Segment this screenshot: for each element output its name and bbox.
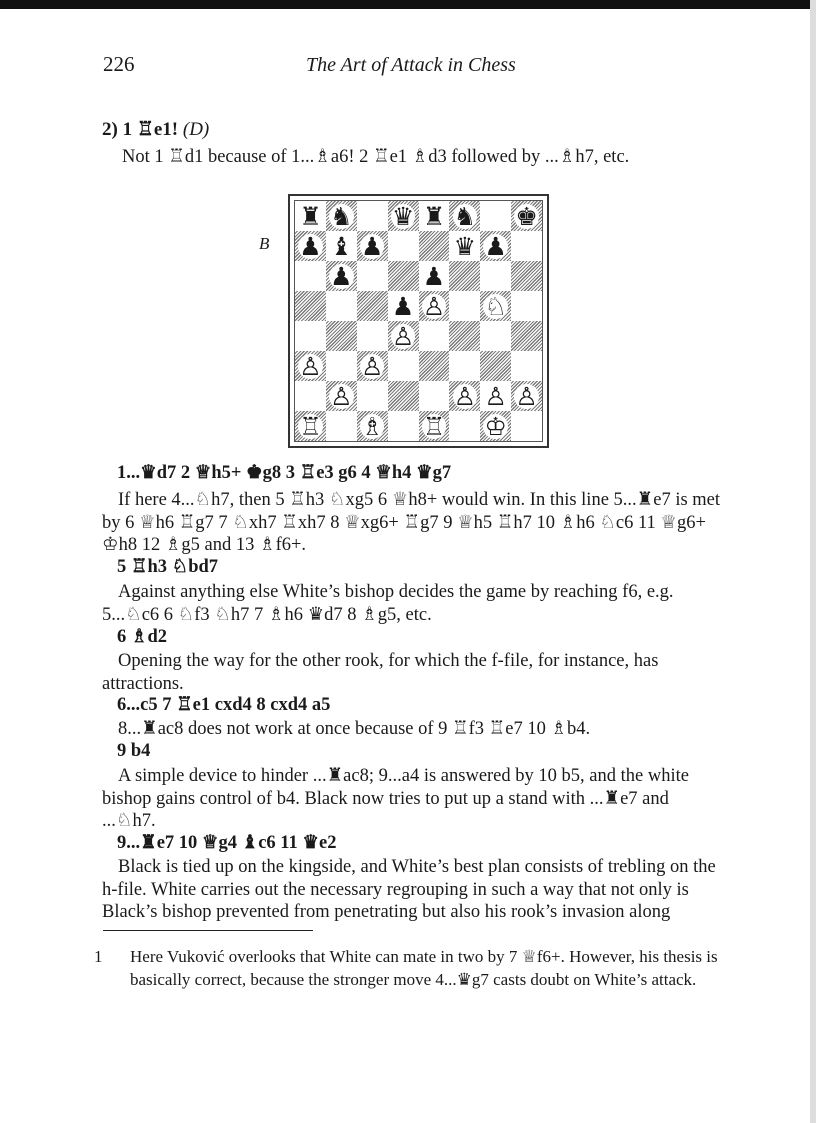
chess-piece: ♜ <box>422 201 446 231</box>
square-e4 <box>419 321 450 351</box>
square-f6 <box>449 261 480 291</box>
square-f4 <box>449 321 480 351</box>
square-e8 <box>419 201 450 231</box>
footnote-number: 1 <box>94 947 103 966</box>
square-c1 <box>357 411 388 441</box>
move-line: 9...♜e7 10 ♕g4 ♝c6 11 ♛e2 <box>117 833 337 853</box>
chess-piece: ♙ <box>330 381 353 411</box>
square-h4 <box>511 321 542 351</box>
square-g4 <box>480 321 511 351</box>
square-f2 <box>449 381 480 411</box>
square-h1 <box>511 411 542 441</box>
move-line: 6...c5 7 ♖e1 cxd4 8 cxd4 a5 <box>117 695 331 715</box>
section-heading <box>102 119 724 142</box>
heading-move: 1 ♖e1! <box>122 119 179 140</box>
chess-piece: ♙ <box>453 381 477 411</box>
running-title: The Art of Attack in Chess <box>306 54 516 76</box>
square-g1 <box>480 411 511 441</box>
chess-piece: ♞ <box>453 201 477 231</box>
square-a2 <box>295 381 326 411</box>
square-c3 <box>357 351 388 381</box>
chess-piece: ♜ <box>299 201 322 231</box>
scan-border-right <box>810 0 816 1123</box>
scan-border-top <box>0 0 816 9</box>
chess-piece: ♘ <box>484 291 507 321</box>
square-b3 <box>326 351 357 381</box>
chess-piece: ♟ <box>360 231 384 261</box>
square-d5 <box>388 291 419 321</box>
chess-board <box>294 200 543 442</box>
chess-piece: ♙ <box>299 351 322 381</box>
chess-piece: ♛ <box>391 201 415 231</box>
chess-piece: ♙ <box>360 351 384 381</box>
chess-diagram <box>288 194 549 448</box>
square-d4 <box>388 321 419 351</box>
square-c5 <box>357 291 388 321</box>
square-h8 <box>511 201 542 231</box>
square-b7 <box>326 231 357 261</box>
square-b8 <box>326 201 357 231</box>
chess-piece: ♟ <box>330 261 353 291</box>
chess-piece: ♙ <box>422 291 446 321</box>
chess-piece: ♙ <box>515 381 538 411</box>
square-d7 <box>388 231 419 261</box>
move-line: 1...♛d7 2 ♕h5+ ♚g8 3 ♖e3 g6 4 ♕h4 ♛g7 <box>117 463 452 483</box>
square-c8 <box>357 201 388 231</box>
chess-piece: ♔ <box>484 411 507 441</box>
chess-piece: ♟ <box>422 261 446 291</box>
square-d1 <box>388 411 419 441</box>
square-g3 <box>480 351 511 381</box>
square-g6 <box>480 261 511 291</box>
square-f8 <box>449 201 480 231</box>
commentary-paragraph: If here 4...♘h7, then 5 ♖h3 ♘xg5 6 ♕h8+ would win. In this line 5...♜e7 is met by 6 ♕h6 ♖g7 7 ♘xh7 ♖xh7 8 ♕xg6+ ♖g7 9 ♕h5 ♖h7 10 ♗h6 ♘c6 11 ♕g6+ ♔h8 12 ♗g5 and 13 ♗f6+. <box>102 490 721 556</box>
square-a8 <box>295 201 326 231</box>
chess-piece: ♛ <box>453 231 477 261</box>
square-b6 <box>326 261 357 291</box>
square-e1 <box>419 411 450 441</box>
square-d6 <box>388 261 419 291</box>
square-d3 <box>388 351 419 381</box>
chess-piece: ♟ <box>484 231 507 261</box>
square-c4 <box>357 321 388 351</box>
square-e2 <box>419 381 450 411</box>
square-g2 <box>480 381 511 411</box>
square-d2 <box>388 381 419 411</box>
square-a3 <box>295 351 326 381</box>
square-f7 <box>449 231 480 261</box>
square-f5 <box>449 291 480 321</box>
square-a1 <box>295 411 326 441</box>
square-a7 <box>295 231 326 261</box>
square-a5 <box>295 291 326 321</box>
square-f3 <box>449 351 480 381</box>
commentary-paragraph: Against anything else White’s bishop decides the game by reaching f6, e.g. 5...♘c6 6 ♘f3 ♘h7 7 ♗h6 ♛d7 8 ♗g5, etc. <box>102 582 674 625</box>
square-h2 <box>511 381 542 411</box>
square-d8 <box>388 201 419 231</box>
side-to-move-marker: B <box>259 234 270 253</box>
square-g7 <box>480 231 511 261</box>
square-f1 <box>449 411 480 441</box>
square-e3 <box>419 351 450 381</box>
chess-piece: ♟ <box>391 291 415 321</box>
move-line: 9 b4 <box>117 741 151 761</box>
square-c7 <box>357 231 388 261</box>
footnote-text: Here Vuković overlooks that White can mate in two by 7 ♕f6+. However, his thesis is basically correct, because the stronger move 4...♛g7 casts doubt on White’s attack. <box>130 947 718 989</box>
chess-piece: ♙ <box>391 321 415 351</box>
square-e6 <box>419 261 450 291</box>
move-line: 5 ♖h3 ♘bd7 <box>117 557 219 577</box>
square-b4 <box>326 321 357 351</box>
square-h3 <box>511 351 542 381</box>
square-h6 <box>511 261 542 291</box>
square-g8 <box>480 201 511 231</box>
chess-piece: ♙ <box>484 381 507 411</box>
chess-piece: ♝ <box>330 231 353 261</box>
square-a6 <box>295 261 326 291</box>
intro-paragraph: Not 1 ♖d1 because of 1...♗a6! 2 ♖e1 ♗d3 followed by ...♗h7, etc. <box>122 147 630 167</box>
square-h5 <box>511 291 542 321</box>
chess-piece: ♗ <box>360 411 384 441</box>
square-h7 <box>511 231 542 261</box>
footnote-rule <box>103 930 313 931</box>
chess-piece: ♖ <box>299 411 322 441</box>
square-e5 <box>419 291 450 321</box>
heading-number: 2) <box>102 119 118 140</box>
chess-piece: ♞ <box>330 201 353 231</box>
square-b1 <box>326 411 357 441</box>
page-number: 226 <box>103 52 135 76</box>
commentary-paragraph: A simple device to hinder ...♜ac8; 9...a4 is answered by 10 b5, and the white bishop gains control of b4. Black now tries to put up a stand with ...♜e7 and ...♘h7. <box>102 766 689 832</box>
chess-piece: ♟ <box>299 231 322 261</box>
commentary-paragraph: Black is tied up on the kingside, and White’s best plan consists of trebling on the h-file. White carries out the necessary regrouping in such a way that not only is Black’s bishop prevented from penetrating but also his rook’s invasion along <box>102 857 716 923</box>
commentary-paragraph: 8...♜ac8 does not work at once because of 9 ♖f3 ♖e7 10 ♗b4. <box>118 719 591 739</box>
square-b2 <box>326 381 357 411</box>
square-c2 <box>357 381 388 411</box>
square-b5 <box>326 291 357 321</box>
chess-piece: ♚ <box>515 201 538 231</box>
square-g5 <box>480 291 511 321</box>
square-e7 <box>419 231 450 261</box>
page-header <box>0 52 816 82</box>
move-line: 6 ♗d2 <box>117 627 167 647</box>
chess-piece: ♖ <box>422 411 446 441</box>
commentary-paragraph: Opening the way for the other rook, for which the f-file, for instance, has attractions. <box>102 651 659 694</box>
diagram-ref: (D) <box>182 119 210 140</box>
square-a4 <box>295 321 326 351</box>
square-c6 <box>357 261 388 291</box>
